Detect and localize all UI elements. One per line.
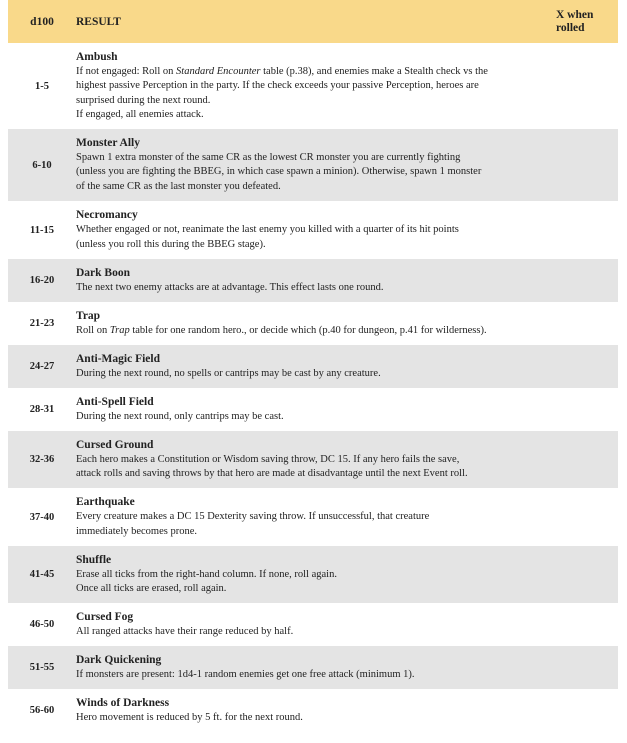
description-text: (unless you roll this during the BBEG stage). bbox=[76, 238, 266, 250]
header-x-line2: rolled bbox=[556, 21, 585, 34]
description-text: Roll on bbox=[76, 324, 110, 336]
result-description-line bbox=[76, 510, 556, 525]
result-description-line bbox=[76, 467, 556, 482]
roll-range: 41-45 bbox=[29, 569, 55, 580]
result-description-line bbox=[76, 367, 556, 382]
description-text: All ranged attacks have their range reduced by half. bbox=[76, 625, 294, 637]
description-text: The next two enemy attacks are at advantage. This effect lasts one round. bbox=[76, 281, 384, 293]
description-text: Erase all ticks from the right-hand column. If none, roll again. bbox=[76, 568, 337, 580]
result-description-line bbox=[76, 625, 556, 640]
roll-range: 56-60 bbox=[29, 705, 55, 716]
table-row bbox=[8, 488, 618, 546]
result-description-line bbox=[76, 410, 556, 425]
table-row bbox=[8, 388, 618, 431]
result-title: Cursed Ground bbox=[76, 438, 154, 451]
result-description-line bbox=[76, 525, 556, 540]
table-row bbox=[8, 546, 618, 603]
result-description-line bbox=[76, 65, 556, 80]
result-description-line bbox=[76, 223, 556, 238]
description-text: table (p.38), and enemies make a Stealth check vs the bbox=[260, 65, 488, 77]
result-cell bbox=[76, 610, 618, 640]
result-cell bbox=[76, 136, 618, 195]
description-text: of the same CR as the last monster you defeated. bbox=[76, 180, 281, 192]
result-title: Cursed Fog bbox=[76, 610, 134, 623]
table-reference: Standard Encounter bbox=[176, 65, 261, 77]
result-cell bbox=[76, 352, 618, 382]
result-description-line bbox=[76, 94, 556, 109]
table-row bbox=[8, 689, 618, 732]
result-description-line bbox=[76, 668, 556, 683]
result-cell bbox=[76, 553, 618, 597]
description-text: Spawn 1 extra monster of the same CR as the lowest CR monster you are currently fighting bbox=[76, 151, 461, 163]
roll-range: 11-15 bbox=[30, 224, 54, 236]
table-row bbox=[8, 129, 618, 201]
table-row bbox=[8, 603, 618, 646]
result-title: Dark Quickening bbox=[76, 653, 162, 666]
result-description-line bbox=[76, 453, 556, 468]
description-text: If monsters are present: 1d4-1 random enemies get one free attack (minimum 1). bbox=[76, 668, 415, 680]
roll-range: 32-36 bbox=[29, 454, 55, 465]
result-description-line bbox=[76, 238, 556, 253]
description-text: During the next round, no spells or cantrips may be cast by any creature. bbox=[76, 367, 381, 379]
description-text: Hero movement is reduced by 5 ft. for the next round. bbox=[76, 711, 303, 723]
result-cell bbox=[76, 395, 618, 425]
header-x-when-rolled bbox=[556, 9, 618, 35]
result-cell bbox=[76, 696, 618, 726]
table-row bbox=[8, 302, 618, 345]
table-reference: Trap bbox=[109, 324, 130, 336]
roll-range: 16-20 bbox=[29, 275, 55, 286]
result-title: Earthquake bbox=[76, 496, 135, 508]
description-text: immediately becomes prone. bbox=[76, 525, 198, 537]
result-title: Monster Ally bbox=[76, 136, 140, 149]
table-row bbox=[8, 431, 618, 488]
roll-range: 1-5 bbox=[35, 80, 49, 92]
result-cell bbox=[76, 653, 618, 683]
header-result: RESULT bbox=[76, 15, 121, 28]
description-text: (unless you are fighting the BBEG, in which case spawn a minion). Otherwise, spawn 1 monster bbox=[76, 166, 482, 178]
table-row bbox=[8, 646, 618, 689]
result-description-line bbox=[76, 582, 556, 597]
result-cell bbox=[76, 266, 618, 296]
description-text: During the next round, only cantrips may be cast. bbox=[76, 410, 284, 422]
result-cell bbox=[76, 438, 618, 482]
table-row bbox=[8, 43, 618, 129]
description-text: Whether engaged or not, reanimate the last enemy you killed with a quarter of its hit points bbox=[76, 224, 459, 235]
roll-range: 51-55 bbox=[29, 662, 55, 673]
roll-range: 21-23 bbox=[29, 318, 55, 329]
result-title: Dark Boon bbox=[76, 266, 130, 279]
header-d100: d100 bbox=[30, 15, 54, 28]
header-x-line1: X when bbox=[556, 8, 594, 21]
description-text: If not engaged: Roll on bbox=[76, 65, 177, 77]
result-title: Anti-Spell Field bbox=[76, 395, 154, 408]
result-description-line bbox=[76, 151, 556, 166]
result-title: Anti-Magic Field bbox=[76, 352, 160, 365]
result-title: Trap bbox=[76, 309, 101, 322]
result-cell bbox=[76, 495, 618, 539]
roll-range: 46-50 bbox=[29, 619, 55, 630]
result-title: Ambush bbox=[76, 50, 118, 63]
description-text: Every creature makes a DC 15 Dexterity saving throw. If unsuccessful, that creature bbox=[76, 511, 430, 522]
result-title: Necromancy bbox=[76, 209, 138, 221]
table-header bbox=[8, 0, 618, 43]
result-title: Shuffle bbox=[76, 553, 112, 566]
result-cell bbox=[76, 50, 618, 123]
table-row bbox=[8, 259, 618, 302]
table-row bbox=[8, 201, 618, 259]
roll-range: 6-10 bbox=[32, 159, 52, 171]
result-description-line bbox=[76, 324, 556, 339]
result-description-line bbox=[76, 180, 556, 195]
result-description-line bbox=[76, 568, 556, 583]
roll-range: 24-27 bbox=[29, 361, 55, 372]
result-description-line bbox=[76, 79, 556, 94]
result-title: Winds of Darkness bbox=[76, 696, 170, 709]
description-text: surprised during the next round. bbox=[76, 94, 211, 106]
description-text: table for one random hero., or decide which (p.40 for dungeon, p.41 for wilderness). bbox=[129, 324, 487, 336]
roll-range: 28-31 bbox=[29, 404, 55, 415]
description-text: If engaged, all enemies attack. bbox=[76, 109, 204, 120]
result-description-line bbox=[76, 711, 556, 726]
table-row bbox=[8, 345, 618, 388]
table-body bbox=[0, 43, 627, 732]
result-cell bbox=[76, 208, 618, 252]
roll-range: 37-40 bbox=[29, 511, 55, 523]
result-description-line bbox=[76, 165, 556, 180]
description-text: highest passive Perception in the party. If the check exceeds your passive Perception, heroes are bbox=[76, 80, 479, 91]
result-description-line bbox=[76, 108, 556, 123]
description-text: attack rolls and saving throws by that hero are made at disadvantage until the next Event roll. bbox=[76, 468, 468, 479]
result-description-line bbox=[76, 281, 556, 296]
result-cell bbox=[76, 309, 618, 339]
description-text: Once all ticks are erased, roll again. bbox=[76, 583, 227, 594]
description-text: Each hero makes a Constitution or Wisdom saving throw, DC 15. If any hero fails the save, bbox=[76, 453, 460, 465]
